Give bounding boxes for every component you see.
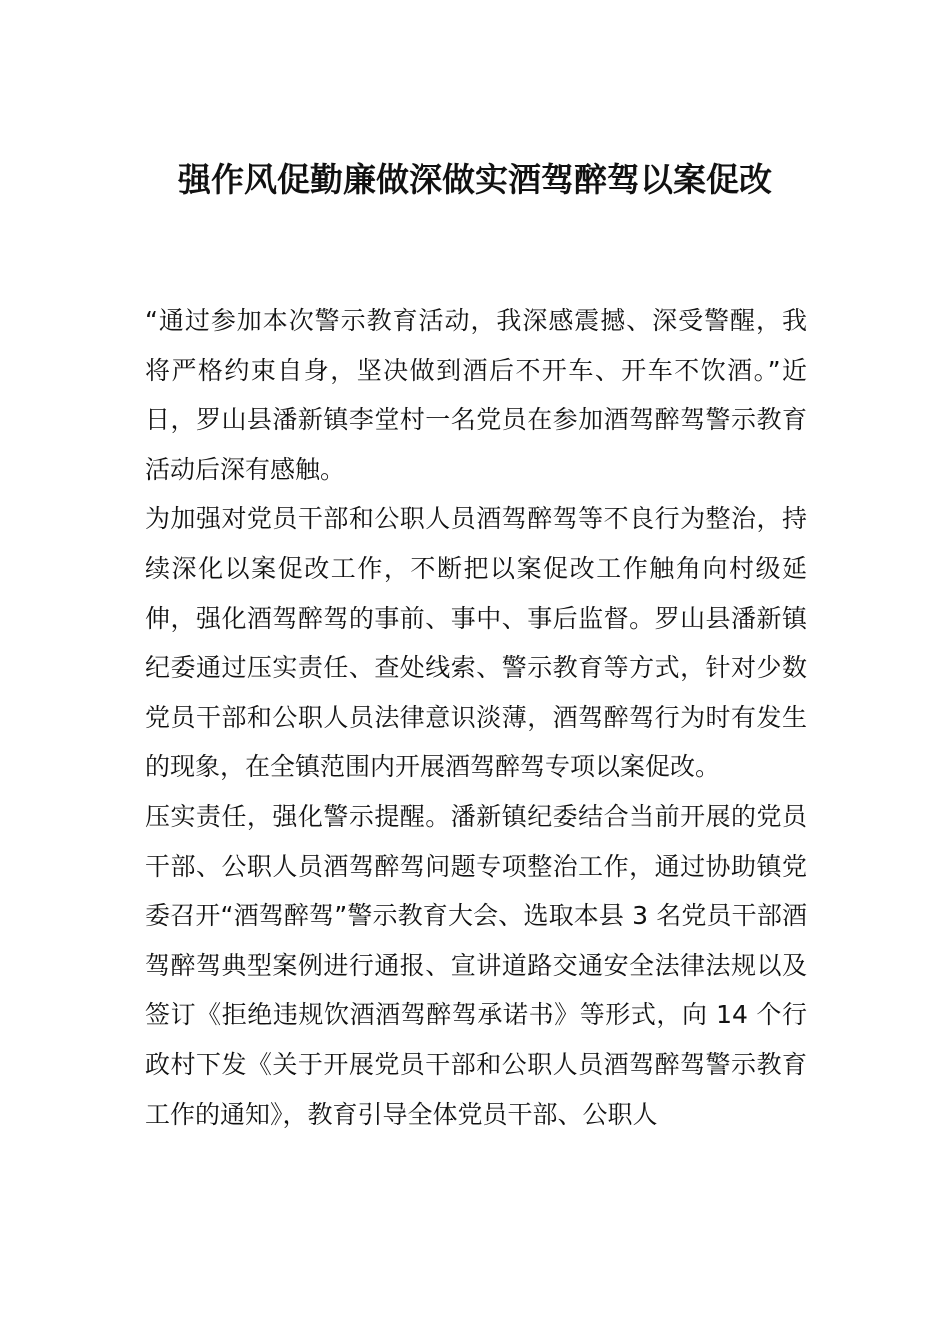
paragraph-2: 为加强对党员干部和公职人员酒驾醉驾等不良行为整治，持续深化以案促改工作，不断把以案促改工作触角向村级延伸，强化酒驾醉驾的事前、事中、事后监督。罗山县潘新镇纪委通过压实责任、查处线索、警示教育等方式，针对少数党员干部和公职人员法律意识淡薄，酒驾醉驾行为时有发生的现象，在全镇范围内开展酒驾醉驾专项以案促改。 xyxy=(145,504,807,782)
paragraph-1: “通过参加本次警示教育活动，我深感震撼、深受警醒，我将严格约束自身，坚决做到酒后不开车、开车不饮酒。”近日，罗山县潘新镇李堂村一名党员在参加酒驾醉驾警示教育活动后深有感触。 xyxy=(145,306,807,484)
paragraph-3: 压实责任，强化警示提醒。潘新镇纪委结合当前开展的党员干部、公职人员酒驾醉驾问题专项整治工作，通过协助镇党委召开“酒驾醉驾”警示教育大会、选取本县 3 名党员干部酒驾醉驾典型案例进行通报、宣讲道路交通安全法律法规以及签订《拒绝违规饮酒酒驾醉驾承诺书》等形式，向 14 个行政村下发《关于开展党员干部和公职人员酒驾醉驾警示教育工作的通知》，教育引导全体党员干部、公职人 xyxy=(145,801,807,1129)
document-title: 强作风促勤廉做深做实酒驾醉驾以案促改 xyxy=(178,160,772,199)
document-body xyxy=(145,296,807,1139)
